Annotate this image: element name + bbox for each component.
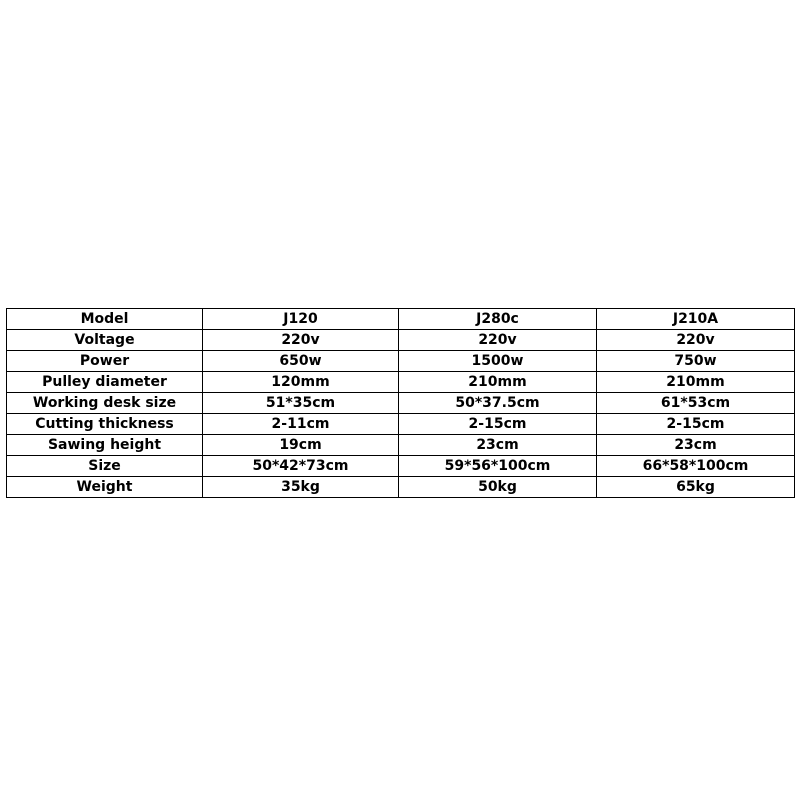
row-label: Cutting thickness	[7, 414, 203, 435]
table-cell: 19cm	[203, 435, 399, 456]
table-cell: 220v	[203, 330, 399, 351]
row-label: Pulley diameter	[7, 372, 203, 393]
table-cell: 50*42*73cm	[203, 456, 399, 477]
header-cell-model: Model	[7, 309, 203, 330]
header-cell-j280c: J280c	[399, 309, 597, 330]
row-label: Weight	[7, 477, 203, 498]
row-label: Power	[7, 351, 203, 372]
table-cell: 120mm	[203, 372, 399, 393]
table-cell: 51*35cm	[203, 393, 399, 414]
header-cell-j210a: J210A	[597, 309, 795, 330]
table-cell: 650w	[203, 351, 399, 372]
table-cell: 23cm	[399, 435, 597, 456]
table-cell: 750w	[597, 351, 795, 372]
table-cell: 1500w	[399, 351, 597, 372]
table-cell: 2-15cm	[597, 414, 795, 435]
row-label: Sawing height	[7, 435, 203, 456]
table-cell: 220v	[399, 330, 597, 351]
table-cell: 61*53cm	[597, 393, 795, 414]
spec-table	[6, 308, 795, 498]
header-cell-j120: J120	[203, 309, 399, 330]
table-cell: 220v	[597, 330, 795, 351]
row-label: Working desk size	[7, 393, 203, 414]
table-row	[7, 330, 795, 351]
table-cell: 66*58*100cm	[597, 456, 795, 477]
table-row	[7, 435, 795, 456]
table-row	[7, 372, 795, 393]
table-cell: 50*37.5cm	[399, 393, 597, 414]
table-row	[7, 393, 795, 414]
table-cell: 210mm	[597, 372, 795, 393]
table-header-row	[7, 309, 795, 330]
table-row	[7, 351, 795, 372]
table-cell: 59*56*100cm	[399, 456, 597, 477]
table-cell: 2-11cm	[203, 414, 399, 435]
table-cell: 50kg	[399, 477, 597, 498]
table-cell: 65kg	[597, 477, 795, 498]
row-label: Size	[7, 456, 203, 477]
row-label: Voltage	[7, 330, 203, 351]
table-cell: 35kg	[203, 477, 399, 498]
table-row	[7, 456, 795, 477]
table-row	[7, 477, 795, 498]
table-row	[7, 414, 795, 435]
table-cell: 210mm	[399, 372, 597, 393]
table-cell: 2-15cm	[399, 414, 597, 435]
table-cell: 23cm	[597, 435, 795, 456]
